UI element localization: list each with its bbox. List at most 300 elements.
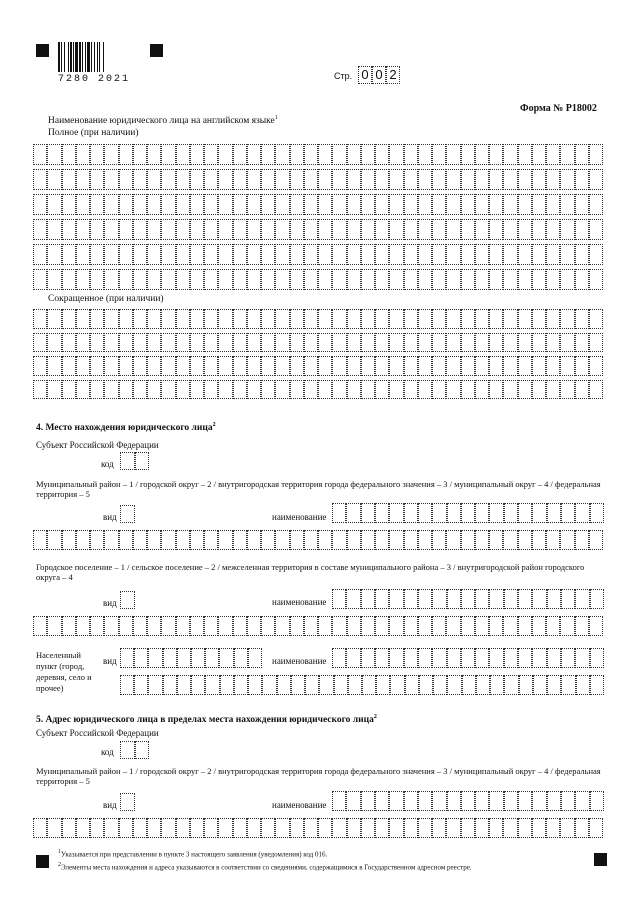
input-cell[interactable] — [432, 380, 446, 400]
input-cell[interactable] — [461, 791, 475, 811]
input-cell[interactable] — [218, 219, 232, 240]
input-cell[interactable] — [161, 219, 175, 240]
input-cell[interactable] — [461, 616, 475, 636]
input-cell[interactable] — [248, 648, 262, 668]
input-cell[interactable] — [318, 244, 332, 265]
input-cell[interactable] — [261, 616, 275, 636]
input-cell[interactable] — [76, 333, 90, 353]
input-cell[interactable] — [532, 530, 546, 550]
input-cell[interactable] — [104, 194, 118, 215]
input-cell[interactable] — [304, 530, 318, 550]
input-cell[interactable] — [204, 269, 218, 290]
input-cell[interactable] — [190, 244, 204, 265]
input-cell[interactable] — [90, 818, 104, 838]
input-cell[interactable] — [461, 503, 475, 523]
input-cell[interactable] — [247, 144, 261, 165]
input-cell[interactable] — [446, 244, 460, 265]
input-cell[interactable] — [204, 194, 218, 215]
input-cell[interactable] — [119, 333, 133, 353]
input-cell[interactable] — [503, 616, 517, 636]
input-cell[interactable] — [133, 169, 147, 190]
input-cell[interactable] — [133, 530, 147, 550]
input-cell[interactable] — [76, 269, 90, 290]
input-cell[interactable] — [404, 144, 418, 165]
input-cell[interactable] — [104, 333, 118, 353]
section4-settlement-name-grid-cont[interactable] — [33, 616, 603, 636]
input-cell[interactable] — [161, 144, 175, 165]
input-cell[interactable] — [304, 219, 318, 240]
input-cell[interactable] — [191, 675, 205, 695]
input-cell[interactable] — [546, 818, 560, 838]
input-cell[interactable] — [218, 194, 232, 215]
input-cell[interactable] — [304, 169, 318, 190]
input-cell[interactable] — [532, 269, 546, 290]
input-cell[interactable] — [133, 269, 147, 290]
input-cell[interactable] — [76, 169, 90, 190]
input-cell[interactable] — [589, 309, 603, 329]
input-cell[interactable] — [476, 675, 490, 695]
input-cell[interactable] — [304, 616, 318, 636]
input-cell[interactable] — [90, 244, 104, 265]
input-cell[interactable] — [163, 648, 177, 668]
input-cell[interactable] — [218, 333, 232, 353]
input-cell[interactable] — [532, 648, 546, 668]
input-cell[interactable] — [233, 169, 247, 190]
input-cell[interactable] — [332, 503, 346, 523]
section4-locality-name-grid[interactable] — [332, 648, 604, 668]
input-cell[interactable] — [261, 530, 275, 550]
input-cell[interactable] — [76, 309, 90, 329]
input-cell[interactable] — [204, 219, 218, 240]
input-cell[interactable] — [190, 169, 204, 190]
input-cell[interactable] — [261, 333, 275, 353]
input-cell[interactable] — [461, 219, 475, 240]
input-cell[interactable] — [375, 169, 389, 190]
input-cell[interactable] — [176, 356, 190, 376]
input-cell[interactable] — [432, 589, 446, 609]
input-cell[interactable] — [561, 648, 575, 668]
input-cell[interactable] — [547, 589, 561, 609]
input-cell[interactable] — [148, 648, 162, 668]
input-cell[interactable] — [247, 309, 261, 329]
input-cell[interactable] — [332, 333, 346, 353]
input-cell[interactable] — [90, 269, 104, 290]
input-cell[interactable] — [120, 591, 135, 609]
input-cell[interactable] — [347, 219, 361, 240]
input-cell[interactable] — [290, 169, 304, 190]
input-cell[interactable] — [347, 169, 361, 190]
input-cell[interactable] — [133, 333, 147, 353]
input-cell[interactable] — [332, 616, 346, 636]
input-cell[interactable] — [489, 144, 503, 165]
input-cell[interactable] — [446, 333, 460, 353]
input-cell[interactable] — [62, 194, 76, 215]
input-cell[interactable] — [446, 818, 460, 838]
input-cell[interactable] — [275, 356, 289, 376]
input-cell[interactable] — [120, 675, 134, 695]
input-cell[interactable] — [446, 530, 460, 550]
input-cell[interactable] — [546, 219, 560, 240]
input-cell[interactable] — [518, 589, 532, 609]
input-cell[interactable] — [446, 380, 460, 400]
input-cell[interactable] — [190, 530, 204, 550]
input-cell[interactable] — [290, 194, 304, 215]
input-cell[interactable] — [489, 616, 503, 636]
input-cell[interactable] — [275, 269, 289, 290]
input-cell[interactable] — [375, 194, 389, 215]
input-cell[interactable] — [318, 818, 332, 838]
input-cell[interactable] — [76, 530, 90, 550]
input-cell[interactable] — [461, 194, 475, 215]
input-cell[interactable] — [361, 648, 375, 668]
input-cell[interactable] — [532, 380, 546, 400]
input-cell[interactable] — [432, 244, 446, 265]
input-cell[interactable] — [161, 244, 175, 265]
input-cell[interactable] — [218, 818, 232, 838]
input-cell[interactable] — [504, 648, 518, 668]
input-cell[interactable] — [560, 169, 574, 190]
input-cell[interactable] — [119, 144, 133, 165]
input-cell[interactable] — [104, 144, 118, 165]
input-cell[interactable] — [546, 530, 560, 550]
input-cell[interactable] — [589, 244, 603, 265]
input-cell[interactable] — [62, 169, 76, 190]
input-cell[interactable] — [247, 194, 261, 215]
input-cell[interactable] — [446, 169, 460, 190]
input-cell[interactable] — [475, 648, 489, 668]
input-cell[interactable] — [104, 269, 118, 290]
input-cell[interactable] — [218, 380, 232, 400]
input-cell[interactable] — [575, 818, 589, 838]
input-cell[interactable] — [389, 219, 403, 240]
input-cell[interactable] — [404, 503, 418, 523]
input-cell[interactable] — [261, 380, 275, 400]
input-cell[interactable] — [332, 244, 346, 265]
input-cell[interactable] — [404, 530, 418, 550]
input-cell[interactable] — [332, 589, 346, 609]
input-cell[interactable] — [233, 380, 247, 400]
input-cell[interactable] — [334, 675, 348, 695]
input-cell[interactable] — [504, 791, 518, 811]
input-cell[interactable] — [361, 169, 375, 190]
input-cell[interactable] — [575, 380, 589, 400]
input-cell[interactable] — [389, 589, 403, 609]
input-cell[interactable] — [247, 169, 261, 190]
input-cell[interactable] — [290, 380, 304, 400]
input-cell[interactable] — [33, 244, 47, 265]
input-cell[interactable] — [248, 675, 262, 695]
input-cell[interactable] — [90, 144, 104, 165]
input-cell[interactable] — [590, 589, 604, 609]
input-cell[interactable] — [275, 530, 289, 550]
input-cell[interactable] — [361, 144, 375, 165]
input-cell[interactable] — [347, 356, 361, 376]
input-cell[interactable] — [518, 219, 532, 240]
input-cell[interactable] — [375, 380, 389, 400]
input-cell[interactable] — [475, 791, 489, 811]
input-cell[interactable] — [204, 309, 218, 329]
input-cell[interactable] — [489, 503, 503, 523]
input-cell[interactable] — [161, 818, 175, 838]
input-cell[interactable] — [589, 144, 603, 165]
input-cell[interactable] — [446, 616, 460, 636]
input-cell[interactable] — [191, 648, 205, 668]
input-cell[interactable] — [446, 309, 460, 329]
input-cell[interactable] — [233, 244, 247, 265]
input-cell[interactable] — [475, 144, 489, 165]
input-cell[interactable] — [475, 818, 489, 838]
input-cell[interactable] — [161, 194, 175, 215]
input-cell[interactable] — [575, 244, 589, 265]
input-cell[interactable] — [176, 169, 190, 190]
input-cell[interactable] — [546, 616, 560, 636]
input-cell[interactable] — [447, 503, 461, 523]
input-cell[interactable] — [176, 818, 190, 838]
input-cell[interactable] — [190, 194, 204, 215]
input-cell[interactable] — [161, 269, 175, 290]
input-cell[interactable] — [247, 356, 261, 376]
input-cell[interactable] — [404, 589, 418, 609]
input-cell[interactable] — [275, 309, 289, 329]
section5-municipal-type-field[interactable] — [120, 793, 135, 811]
section4-municipal-name-grid-cont[interactable] — [33, 530, 603, 550]
input-cell[interactable] — [47, 333, 61, 353]
input-cell[interactable] — [247, 616, 261, 636]
section4-settlement-name-grid[interactable] — [332, 589, 604, 609]
input-cell[interactable] — [389, 356, 403, 376]
input-cell[interactable] — [518, 503, 532, 523]
input-cell[interactable] — [104, 530, 118, 550]
input-cell[interactable] — [362, 675, 376, 695]
input-cell[interactable] — [261, 309, 275, 329]
input-cell[interactable] — [489, 269, 503, 290]
input-cell[interactable] — [133, 194, 147, 215]
input-cell[interactable] — [318, 219, 332, 240]
input-cell[interactable] — [290, 356, 304, 376]
input-cell[interactable] — [147, 244, 161, 265]
input-cell[interactable] — [518, 169, 532, 190]
input-cell[interactable] — [261, 356, 275, 376]
input-cell[interactable] — [561, 791, 575, 811]
input-cell[interactable] — [532, 194, 546, 215]
input-cell[interactable] — [560, 616, 574, 636]
input-cell[interactable] — [62, 309, 76, 329]
input-cell[interactable] — [404, 269, 418, 290]
input-cell[interactable] — [161, 169, 175, 190]
input-cell[interactable] — [261, 144, 275, 165]
input-cell[interactable] — [348, 675, 362, 695]
input-cell[interactable] — [461, 589, 475, 609]
input-cell[interactable] — [461, 269, 475, 290]
input-cell[interactable] — [147, 380, 161, 400]
input-cell[interactable] — [176, 269, 190, 290]
input-cell[interactable] — [147, 169, 161, 190]
input-cell[interactable] — [561, 675, 575, 695]
input-cell[interactable] — [518, 648, 532, 668]
input-cell[interactable] — [347, 530, 361, 550]
input-cell[interactable] — [261, 169, 275, 190]
input-cell[interactable] — [290, 530, 304, 550]
input-cell[interactable] — [62, 144, 76, 165]
input-cell[interactable] — [290, 144, 304, 165]
input-cell[interactable] — [332, 144, 346, 165]
input-cell[interactable] — [560, 194, 574, 215]
input-cell[interactable] — [589, 380, 603, 400]
input-cell[interactable] — [389, 616, 403, 636]
input-cell[interactable] — [148, 675, 162, 695]
input-cell[interactable] — [147, 219, 161, 240]
input-cell[interactable] — [261, 818, 275, 838]
input-cell[interactable] — [275, 219, 289, 240]
input-cell[interactable] — [176, 309, 190, 329]
input-cell[interactable] — [590, 675, 604, 695]
input-cell[interactable] — [277, 675, 291, 695]
input-cell[interactable] — [461, 333, 475, 353]
input-cell[interactable] — [133, 144, 147, 165]
input-cell[interactable] — [475, 333, 489, 353]
input-cell[interactable] — [489, 244, 503, 265]
input-cell[interactable] — [119, 380, 133, 400]
input-cell[interactable] — [176, 616, 190, 636]
input-cell[interactable] — [318, 144, 332, 165]
input-cell[interactable] — [560, 333, 574, 353]
input-cell[interactable] — [518, 244, 532, 265]
input-cell[interactable] — [119, 269, 133, 290]
input-cell[interactable] — [547, 503, 561, 523]
input-cell[interactable] — [418, 818, 432, 838]
input-cell[interactable] — [133, 244, 147, 265]
input-cell[interactable] — [76, 219, 90, 240]
input-cell[interactable] — [332, 356, 346, 376]
input-cell[interactable] — [332, 194, 346, 215]
input-cell[interactable] — [190, 356, 204, 376]
input-cell[interactable] — [47, 269, 61, 290]
input-cell[interactable] — [62, 616, 76, 636]
input-cell[interactable] — [33, 333, 47, 353]
input-cell[interactable] — [219, 648, 233, 668]
input-cell[interactable] — [503, 530, 517, 550]
input-cell[interactable] — [575, 144, 589, 165]
input-cell[interactable] — [375, 144, 389, 165]
input-cell[interactable] — [418, 356, 432, 376]
input-cell[interactable] — [247, 269, 261, 290]
input-cell[interactable] — [147, 530, 161, 550]
input-cell[interactable] — [560, 244, 574, 265]
input-cell[interactable] — [489, 309, 503, 329]
input-cell[interactable] — [432, 269, 446, 290]
input-cell[interactable] — [290, 219, 304, 240]
input-cell[interactable] — [447, 675, 461, 695]
input-cell[interactable] — [47, 380, 61, 400]
input-cell[interactable] — [546, 333, 560, 353]
input-cell[interactable] — [418, 309, 432, 329]
input-cell[interactable] — [432, 648, 446, 668]
input-cell[interactable] — [104, 169, 118, 190]
input-cell[interactable] — [575, 589, 589, 609]
input-cell[interactable] — [176, 333, 190, 353]
input-cell[interactable] — [361, 244, 375, 265]
input-cell[interactable] — [261, 269, 275, 290]
input-cell[interactable] — [290, 309, 304, 329]
input-cell[interactable] — [560, 144, 574, 165]
input-cell[interactable] — [504, 589, 518, 609]
input-cell[interactable] — [134, 648, 148, 668]
input-cell[interactable] — [575, 530, 589, 550]
input-cell[interactable] — [461, 244, 475, 265]
input-cell[interactable] — [361, 309, 375, 329]
input-cell[interactable] — [389, 503, 403, 523]
input-cell[interactable] — [304, 380, 318, 400]
input-cell[interactable] — [404, 244, 418, 265]
input-cell[interactable] — [432, 194, 446, 215]
input-cell[interactable] — [560, 530, 574, 550]
input-cell[interactable] — [90, 616, 104, 636]
input-cell[interactable] — [446, 356, 460, 376]
input-cell[interactable] — [233, 818, 247, 838]
input-cell[interactable] — [490, 675, 504, 695]
input-cell[interactable] — [76, 616, 90, 636]
input-cell[interactable] — [532, 791, 546, 811]
input-cell[interactable] — [462, 675, 476, 695]
input-cell[interactable] — [347, 269, 361, 290]
input-cell[interactable] — [519, 675, 533, 695]
input-cell[interactable] — [304, 333, 318, 353]
input-cell[interactable] — [161, 356, 175, 376]
input-cell[interactable] — [161, 616, 175, 636]
input-cell[interactable] — [361, 269, 375, 290]
input-cell[interactable] — [589, 333, 603, 353]
input-cell[interactable] — [218, 169, 232, 190]
input-cell[interactable] — [347, 244, 361, 265]
input-cell[interactable] — [404, 648, 418, 668]
input-cell[interactable] — [346, 503, 360, 523]
input-cell[interactable] — [76, 194, 90, 215]
input-cell[interactable] — [432, 219, 446, 240]
input-cell[interactable] — [375, 589, 389, 609]
input-cell[interactable] — [332, 791, 346, 811]
input-cell[interactable] — [318, 309, 332, 329]
input-cell[interactable] — [404, 219, 418, 240]
input-cell[interactable] — [489, 648, 503, 668]
section5-municipal-name-grid-cont[interactable] — [33, 818, 603, 838]
input-cell[interactable] — [546, 244, 560, 265]
input-cell[interactable] — [119, 219, 133, 240]
input-cell[interactable] — [119, 194, 133, 215]
input-cell[interactable] — [332, 269, 346, 290]
input-cell[interactable] — [432, 169, 446, 190]
input-cell[interactable] — [119, 309, 133, 329]
input-cell[interactable] — [47, 309, 61, 329]
input-cell[interactable] — [389, 244, 403, 265]
input-cell[interactable] — [532, 616, 546, 636]
input-cell[interactable] — [489, 356, 503, 376]
input-cell[interactable] — [120, 648, 134, 668]
input-cell[interactable] — [475, 356, 489, 376]
input-cell[interactable] — [546, 356, 560, 376]
input-cell[interactable] — [233, 616, 247, 636]
input-cell[interactable] — [461, 380, 475, 400]
input-cell[interactable] — [532, 356, 546, 376]
full-name-grid[interactable] — [33, 144, 603, 290]
input-cell[interactable] — [503, 194, 517, 215]
section4-settlement-type-field[interactable] — [120, 591, 135, 609]
input-cell[interactable] — [475, 244, 489, 265]
input-cell[interactable] — [119, 616, 133, 636]
input-cell[interactable] — [304, 818, 318, 838]
input-cell[interactable] — [461, 818, 475, 838]
input-cell[interactable] — [177, 648, 191, 668]
input-cell[interactable] — [47, 144, 61, 165]
